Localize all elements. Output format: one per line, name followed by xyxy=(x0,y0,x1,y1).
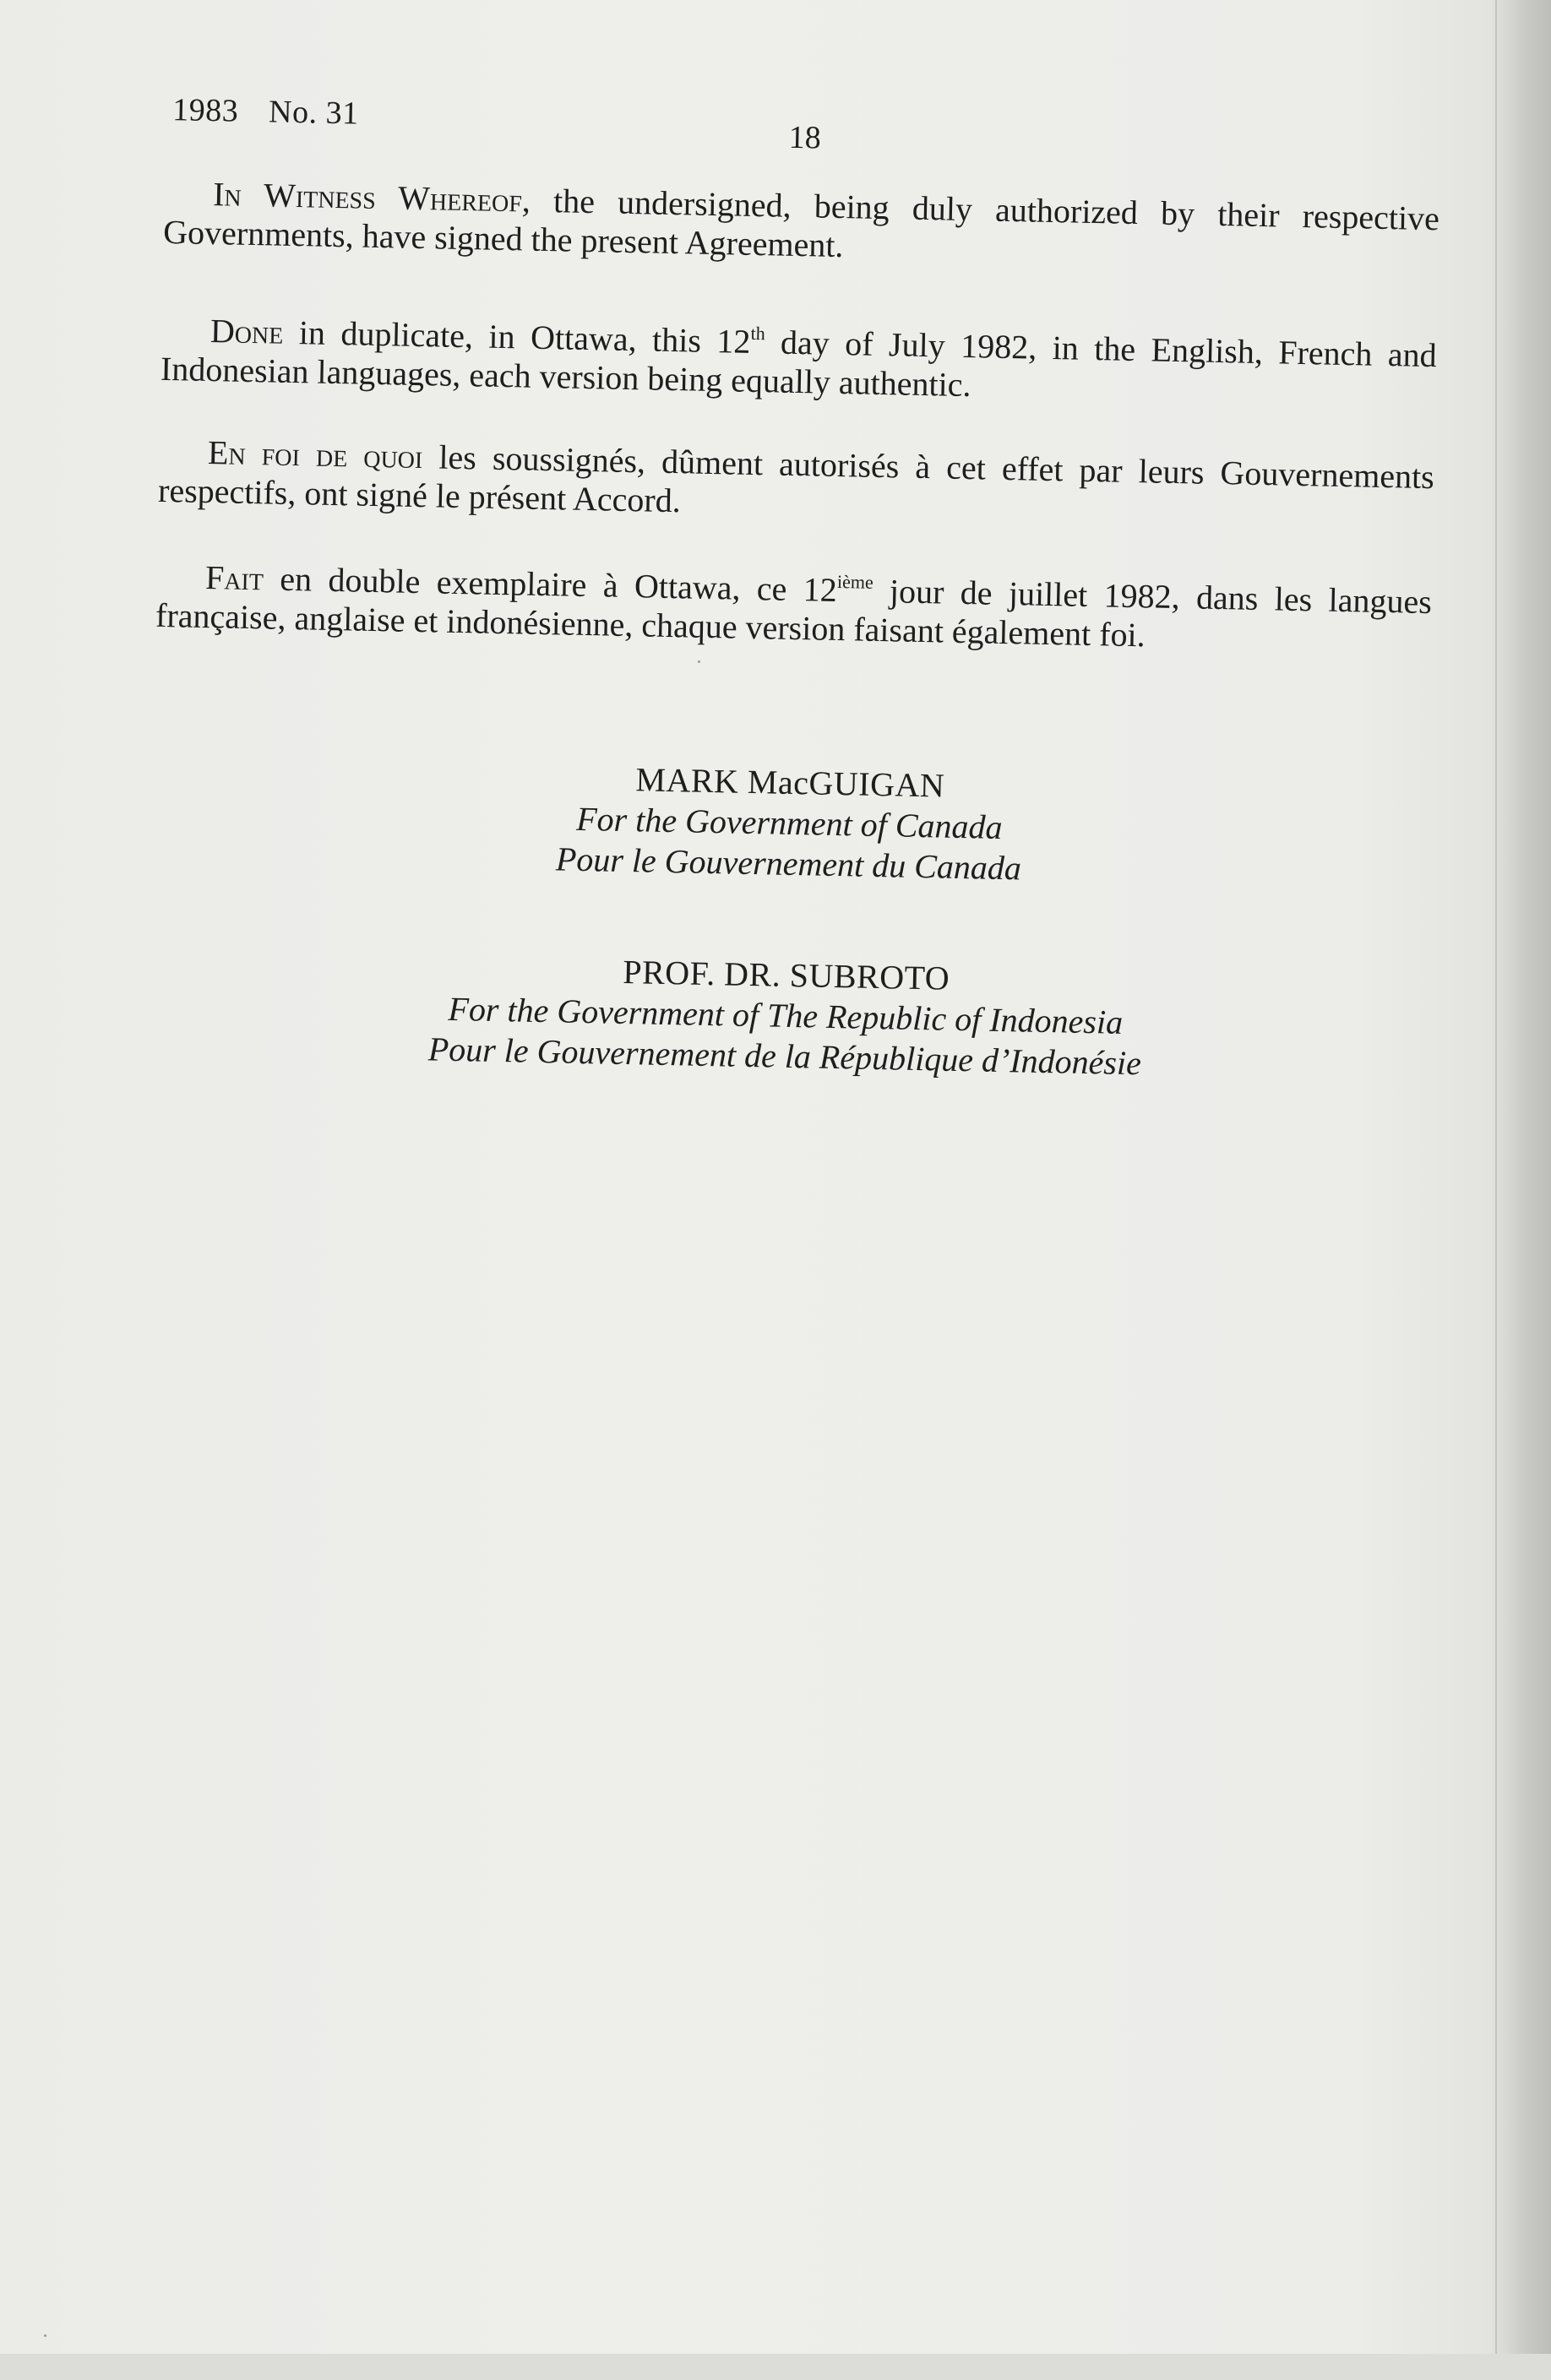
page-number: 18 xyxy=(788,119,822,156)
paragraph-lead: Fait xyxy=(204,557,264,598)
paragraph-text-after-sup: jour de juillet 1982, dans les langues française, anglaise et indonésienne, chaque version faisant également foi. xyxy=(155,571,1433,655)
paragraph-lead: En foi de quoi xyxy=(207,433,423,476)
paragraph-done-in-duplicate xyxy=(161,311,1438,414)
show-through-text: ⠀ xyxy=(878,288,903,325)
paragraph-lead: Done xyxy=(210,312,284,351)
ordinal-suffix: th xyxy=(750,322,765,345)
signatory-name: PROF. DR. SUBROTO xyxy=(622,952,950,997)
paper-speck xyxy=(44,2334,46,2337)
paragraph-text: les soussignés, dûment autorisés à cet effet par leurs Gouvernements respectifs, ont signé le présent Accord. xyxy=(157,437,1435,520)
document-header xyxy=(172,91,359,132)
paragraph-fait-en-double xyxy=(155,557,1433,660)
signatory-role-en: For the Government of The Republic of Indonesia xyxy=(448,989,1124,1041)
paragraph-text-after-sup: day of July 1982, in the English, French and Indonesian languages, each version being equally authentic. xyxy=(160,323,1438,405)
paragraph-lead: In Witness Whereof, xyxy=(212,175,531,220)
signature-block-indonesia xyxy=(147,943,1425,1089)
ordinal-suffix: ième xyxy=(836,570,874,593)
signatory-role-fr: Pour le Gouvernement de la République d’Indonésie xyxy=(427,1030,1142,1083)
paragraph-text: the undersigned, being duly authorized by their respective Governments, have signed the present Agreement. xyxy=(162,181,1440,265)
paragraph-in-witness-whereof xyxy=(163,174,1440,277)
paragraph-en-foi-de-quoi xyxy=(158,432,1435,535)
signature-block-canada xyxy=(150,750,1429,897)
signatory-role-fr: Pour le Gouvernement du Canada xyxy=(555,840,1022,888)
paragraph-text-before-sup: en double exemplaire à Ottawa, ce 12 xyxy=(263,559,838,609)
page-edge-line xyxy=(1495,0,1497,2354)
header-issue: No. 31 xyxy=(268,94,360,132)
paper-speck xyxy=(698,660,700,663)
header-year: 1983 xyxy=(171,92,239,129)
signatory-name: MARK MacGUIGAN xyxy=(635,760,945,805)
paragraph-text-before-sup: in duplicate, in Ottawa, this 12 xyxy=(282,312,751,361)
signatory-role-en: For the Government of Canada xyxy=(575,799,1003,846)
